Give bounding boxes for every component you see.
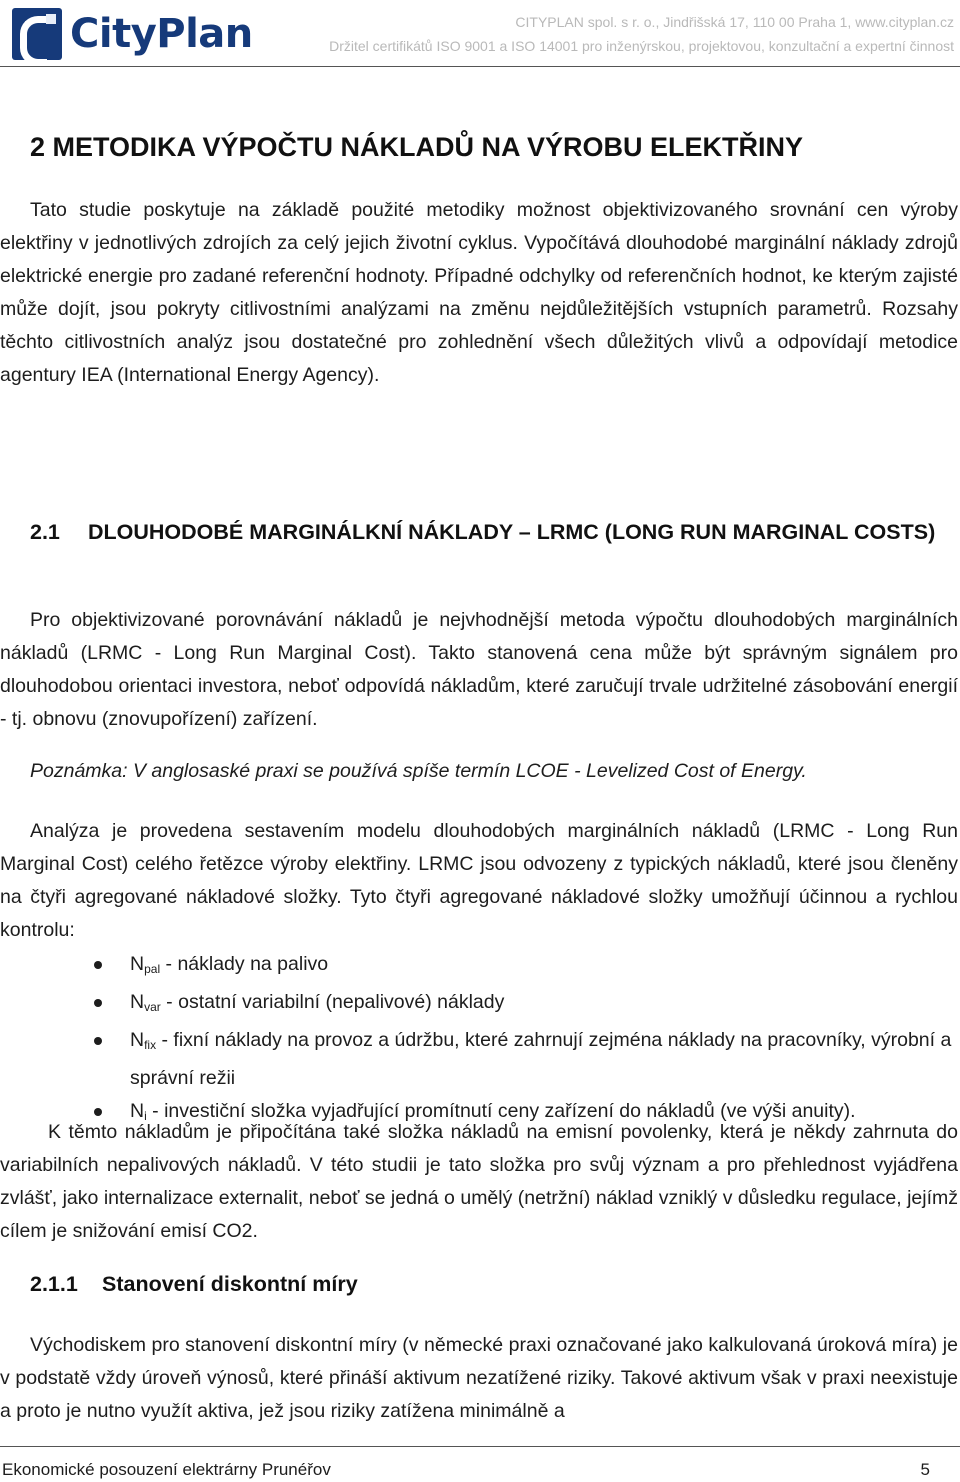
footer-document-title: Ekonomické posouzení elektrárny Prunéřov [2, 1460, 331, 1479]
company-url-link[interactable]: www.cityplan.cz [855, 14, 954, 30]
cityplan-logo [12, 6, 253, 62]
footer-divider [0, 1446, 960, 1447]
logo-text: CityPlan [70, 11, 253, 57]
section-heading: 2 METODIKA VÝPOČTU NÁKLADŮ NA VÝROBU ELEKTŘINY [30, 132, 804, 162]
analysis-paragraph: Analýza je provedena sestavením modelu dlouhodobých marginálních nákladů (LRMC - Long Run Marginal Cost) celého řetězce výroby elektřiny. LRMC jsou odvozeny z typických nákladů, které jsou členěny na čtyři agregované nákladové složky. Tyto čtyři agregované nákladové složky umožňují účinnou a rychlou kontrolu: [0, 820, 958, 941]
subsubsection-title: Stanovení diskontní míry [102, 1272, 358, 1296]
certification-line: Držitel certifikátů ISO 9001 a ISO 14001 pro inženýrskou, projektovou, konzultační a expertní činnost [329, 38, 954, 54]
bullet-icon [94, 1037, 102, 1045]
list-item: $N_{pal}$ - náklady na palivo [0, 948, 958, 986]
company-address-text: CITYPLAN spol. s r. o., Jindřišská 17, 110 00 Praha 1, [515, 14, 852, 30]
footer-page-number: 5 [920, 1460, 930, 1479]
bullet-icon [94, 961, 102, 969]
note-text: Poznámka: V anglosaské praxi se používá spíše termín LCOE - Levelized Cost of Energy. [30, 760, 807, 782]
emissions-paragraph: K těmto nákladům je připočítána také složka nákladů na emisní povolenky, která je někdy zahrnuta do variabilních nepalivových nákladů. V této studii je tato složka pro svůj význam a pro přehlednost vyjádřena zvlášť, jako internalizace externalit, neboť se jedná o umělý (netržní) náklad vzniklý v důsledku regulace, jejímž cílem je snižování emisí CO2. [0, 1121, 958, 1242]
bullet-icon [94, 999, 102, 1007]
list-item: $N_i$ - investiční složka vyjadřující promítnutí ceny zařízení do nákladů (ve výši anuity). [0, 1095, 958, 1133]
header-divider [0, 66, 960, 67]
list-item: $N_{fix}$ - fixní náklady na provoz a údržbu, které zahrnují zejména náklady na pracovníky, výrobní a správní režii [0, 1024, 958, 1095]
page-header [0, 0, 960, 68]
bullet-icon [94, 1108, 102, 1116]
company-address [515, 14, 954, 30]
subsection-heading [30, 516, 958, 548]
list-item: $N_{var}$ - ostatní variabilní (nepalivové) náklady [0, 986, 958, 1024]
subsubsection-heading [30, 1272, 358, 1297]
lrmc-paragraph: Pro objektivizované porovnávání nákladů je nejvhodnější metoda výpočtu dlouhodobých marginálních nákladů (LRMC - Long Run Marginal Cost). Takto stanovená cena může být správným signálem pro dlouhodobou orientaci investora, neboť odpovídá nákladům, které zaručují trvale udržitelné zásobování energií - tj. obnovu (znovupořízení) zařízení. [0, 609, 958, 730]
cityplan-logo-icon [12, 8, 62, 60]
cost-components-list [0, 948, 958, 1133]
intro-paragraph: Tato studie poskytuje na základě použité metodiky možnost objektivizovaného srovnání cen výroby elektřiny v jednotlivých zdrojích za celý jejich životní cyklus. Vypočítává dlouhodobé marginální náklady zdrojů elektrické energie pro zadané referenční hodnoty. Případné odchylky od referenčních hodnot, ke kterým zajisté může dojít, jsou pokryty citlivostními analýzami na změnu nejdůležitějších vstupních parametrů. Rozsahy těchto citlivostních analýz jsou dostatečné pro zohlednění všech důležitých vlivů a odpovídají metodice agentury IEA (International Energy Agency). [0, 199, 958, 386]
subsection-number: 2.1 [30, 520, 60, 544]
discount-rate-paragraph: Východiskem pro stanovení diskontní míry (v německé praxi označované jako kalkulovaná úroková míra) je v podstatě vždy úroveň výnosů, které přináší aktivum nezatížené riziky. Takové aktivum však v praxi neexistuje a proto je nutno využít aktiva, jež jsou riziky zatížena minimálně a [0, 1334, 958, 1422]
subsubsection-number: 2.1.1 [30, 1272, 78, 1296]
subsection-title: DLOUHODOBÉ MARGINÁLKNÍ NÁKLADY – LRMC (LONG RUN MARGINAL COSTS) [88, 520, 936, 544]
